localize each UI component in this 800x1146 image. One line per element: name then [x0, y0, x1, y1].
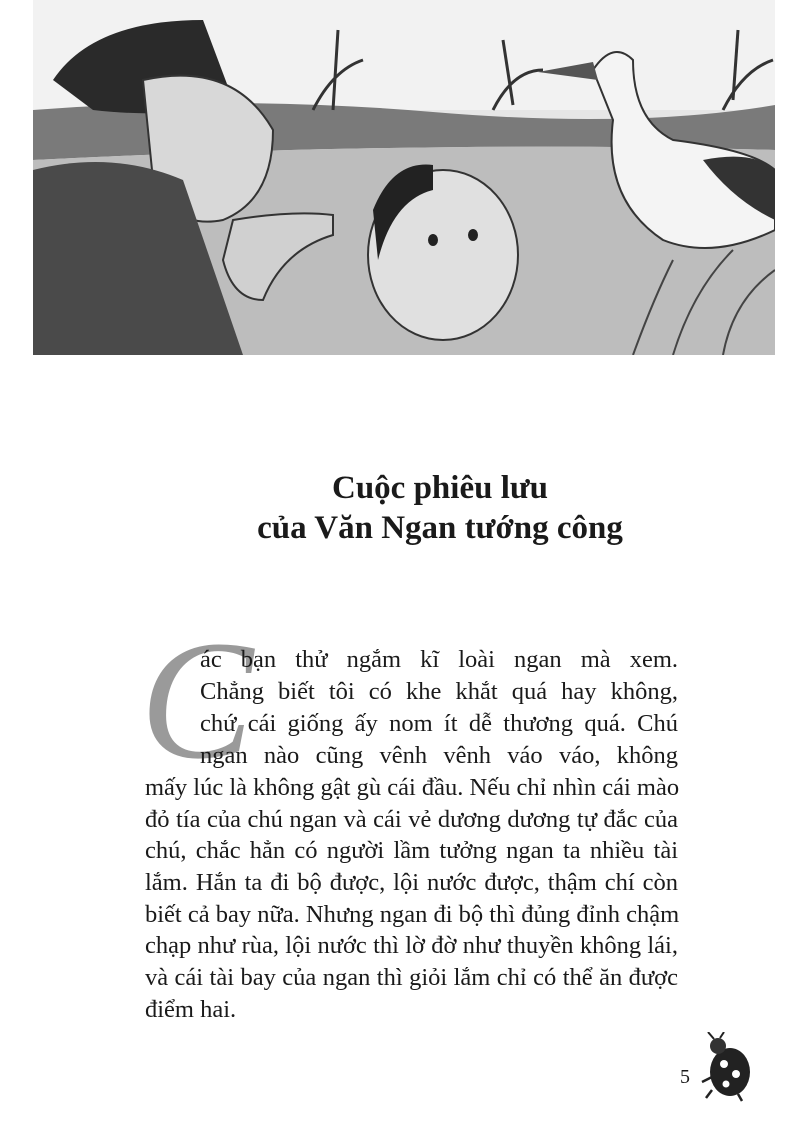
body-line: điểm hai.	[145, 996, 237, 1023]
body-line: ác bạn thử ngắm kĩ loài ngan mà xem.	[200, 646, 678, 673]
story-title-line-1: Cuộc phiêu lưu	[331, 470, 549, 506]
ladybug-icon	[698, 1032, 758, 1102]
story-title-line-2: của Văn Ngan tướng công	[257, 510, 623, 546]
body-line: đỏ tía của chú ngan và cái vẻ dương dương tự đắc của	[145, 806, 678, 833]
body-line: chú, chắc hẳn có người lầm tưởng ngan ta nhiều tài	[145, 837, 678, 864]
body-line: Chẳng biết tôi có khe khắt quá hay không,	[200, 678, 678, 705]
drop-cap: C	[140, 606, 254, 794]
body-line: chứ cái giống ấy nom ít dễ thương quá. Chú	[200, 710, 678, 737]
body-line: và cái tài bay của ngan thì giỏi lắm chỉ có thể ăn được	[145, 964, 678, 991]
body-line: biết cả bay nữa. Nhưng ngan đi bộ thì đủng đỉnh chậm	[145, 901, 680, 928]
body-line: ngan nào cũng vênh vênh váo váo, không	[200, 742, 678, 769]
body-line: lắm. Hắn ta đi bộ được, lội nước được, thậm chí còn	[145, 869, 678, 896]
page-number: 5	[680, 1066, 690, 1088]
body-line: mấy lúc là không gật gù cái đầu. Nếu chỉ nhìn cái mào	[145, 774, 680, 801]
body-line: chạp như rùa, lội nước thì lờ đờ như thuyền không lái,	[145, 932, 678, 959]
illustration	[33, 0, 775, 355]
